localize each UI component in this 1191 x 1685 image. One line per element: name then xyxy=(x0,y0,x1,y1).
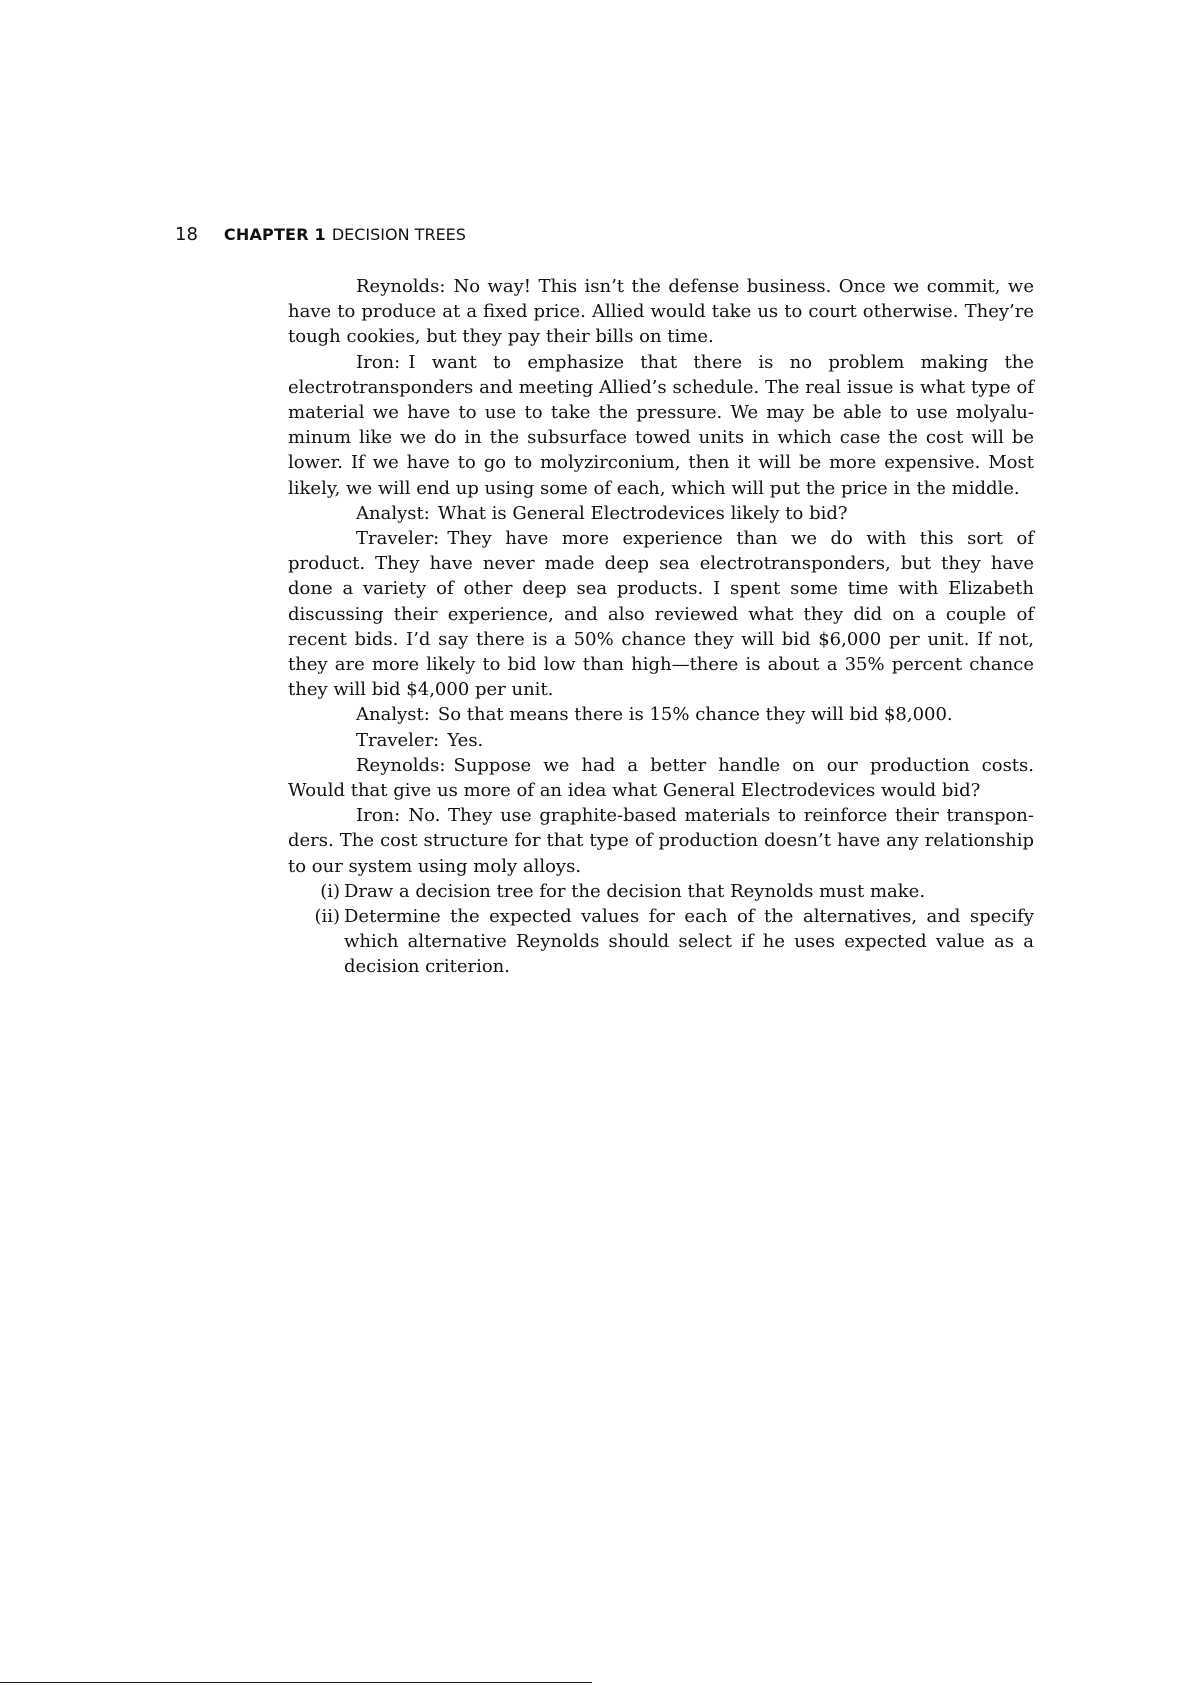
dialogue-paragraph xyxy=(288,526,1034,702)
speaker-name: Iron: xyxy=(356,351,401,373)
question-number: (ii) xyxy=(314,906,340,928)
dialogue-paragraph xyxy=(288,728,1034,753)
speaker-name: Analyst: xyxy=(356,502,430,524)
dialogue-text: I want to emphasize that there is no problem making the electrotransponders and meeting Allied’s schedule. The real issue is what type of material we have to use to take the pressure. We may be able to use molyaluminum like we do in the subsurface towed units in which case the cost will be lower. If we have to go to molyzirconium, then it will be more expensive. Most likely, we will end up using some of each, which will put the price in the middle. xyxy=(288,351,1034,499)
question-text: Draw a decision tree for the decision that Reynolds must make. xyxy=(344,880,926,902)
speaker-name: Traveler: xyxy=(356,729,440,751)
question-item xyxy=(288,879,1034,904)
exercise-questions xyxy=(288,879,1034,980)
dialogue-text: They have more experience than we do with this sort of product. They have never made deep sea electrotransponders, but they have done a variety of other deep sea products. I spent some time with Elizabeth discussing their experience, and also reviewed what they did on a couple of recent bids. I’d say there is a 50% chance they will bid $6,000 per unit. If not, they are more likely to bid low than high—there is about a 35% percent chance they will bid $4,000 per unit. xyxy=(288,528,1034,701)
speaker-name: Reynolds: xyxy=(356,276,446,297)
question-number: (i) xyxy=(320,880,340,902)
dialogue-text: Suppose we had a better handle on our production costs. Would that give us more of an idea what General Electrodevices would bid? xyxy=(288,754,1034,802)
dialogue-text: No way! This isn’t the defense business. Once we commit, we have to produce at a fixed price. Allied would take us to court otherwise. They’re tough cookies, but they pay their bills on time. xyxy=(288,276,1034,348)
page-number: 18 xyxy=(175,224,198,245)
question-item xyxy=(288,904,1034,980)
bottom-rule xyxy=(0,1682,592,1683)
dialogue-text: No. They use graphite-based materials to reinforce their transponders. The cost structure for that type of production doesn’t have any relationship to our system using moly alloys. xyxy=(288,805,1034,877)
speaker-name: Reynolds: xyxy=(356,754,446,776)
chapter-label: CHAPTER 1 xyxy=(223,225,326,244)
dialogue-paragraph xyxy=(288,803,1034,879)
speaker-name: Iron: xyxy=(356,805,401,827)
dialogue-text: What is General Electrodevices likely to bid? xyxy=(437,502,848,524)
dialogue-paragraph xyxy=(288,350,1034,501)
dialogue-text: Yes. xyxy=(447,729,484,751)
dialogue-paragraph xyxy=(288,702,1034,727)
speaker-name: Analyst: xyxy=(356,704,430,726)
dialogue-paragraph xyxy=(288,753,1034,803)
dialogue-paragraph xyxy=(288,501,1034,526)
dialogue-paragraph xyxy=(288,274,1034,350)
page-body xyxy=(288,274,1034,980)
dialogue-text: So that means there is 15% chance they will bid $8,000. xyxy=(437,704,953,726)
question-text: Determine the expected values for each of the alternatives, and specify which alternative Reynolds should select if he uses expected value as a decision criterion. xyxy=(344,906,1034,978)
speaker-name: Traveler: xyxy=(356,528,440,550)
running-head xyxy=(175,224,466,245)
chapter-title: DECISION TREES xyxy=(331,225,466,244)
